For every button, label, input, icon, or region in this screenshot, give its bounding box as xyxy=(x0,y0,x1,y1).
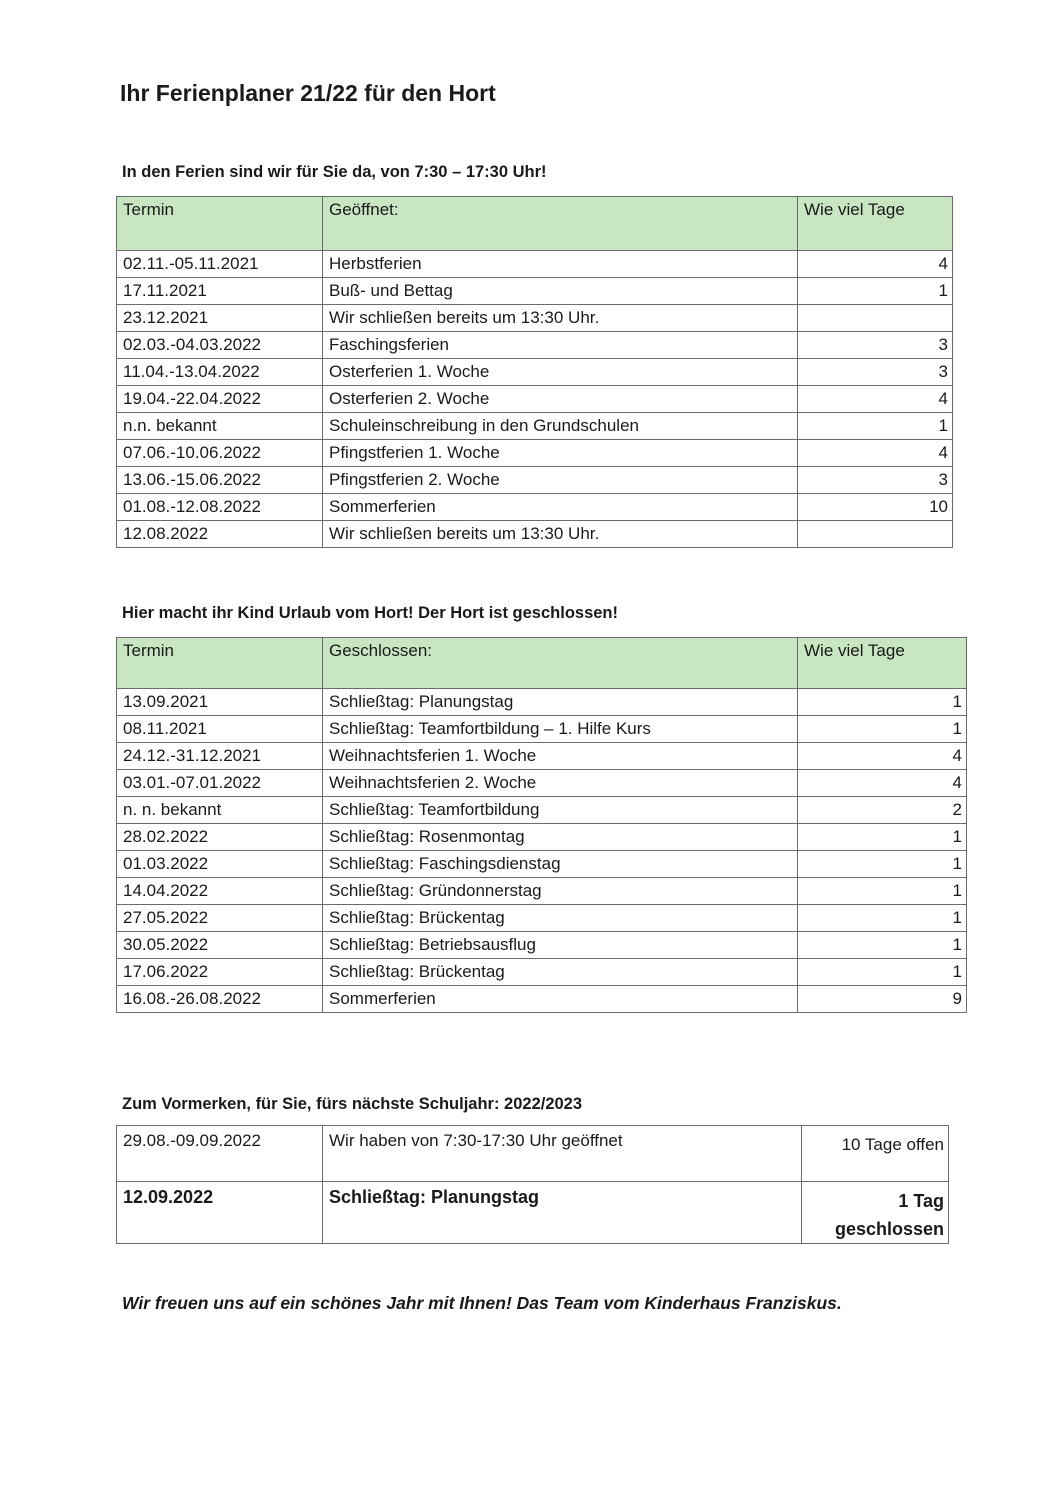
termin-cell: 24.12.-31.12.2021 xyxy=(117,743,323,770)
closing-note: Wir freuen uns auf ein schönes Jahr mit Ihnen! Das Team vom Kinderhaus Franziskus. xyxy=(122,1293,842,1313)
days-cell: 1 xyxy=(798,878,967,905)
table-row xyxy=(117,386,953,413)
days-cell: 1 xyxy=(798,932,967,959)
table-row xyxy=(117,413,953,440)
table-header-row xyxy=(117,197,953,251)
days-cell: 1 xyxy=(798,851,967,878)
table-row xyxy=(117,878,967,905)
description-cell: Wir schließen bereits um 13:30 Uhr. xyxy=(323,305,798,332)
termin-cell: 13.09.2021 xyxy=(117,689,323,716)
table-row xyxy=(117,824,967,851)
table-row xyxy=(117,716,967,743)
table-row xyxy=(117,278,953,305)
table-row xyxy=(117,440,953,467)
days-cell: 1 xyxy=(798,413,953,440)
termin-cell: 07.06.-10.06.2022 xyxy=(117,440,323,467)
termin-cell: 12.08.2022 xyxy=(117,521,323,548)
termin-cell: 11.04.-13.04.2022 xyxy=(117,359,323,386)
column-header-termin: Termin xyxy=(117,638,323,689)
days-cell: 9 xyxy=(798,986,967,1013)
description-cell: Sommerferien xyxy=(323,494,798,521)
days-cell: 1 xyxy=(798,689,967,716)
column-header-tage: Wie viel Tage xyxy=(798,638,967,689)
termin-cell: 12.09.2022 xyxy=(117,1182,323,1244)
table-row xyxy=(117,251,953,278)
table-row xyxy=(117,959,967,986)
description-cell: Herbstferien xyxy=(323,251,798,278)
description-cell: Schließtag: Planungstag xyxy=(323,1182,802,1244)
description-cell: Pfingstferien 2. Woche xyxy=(323,467,798,494)
termin-cell: 27.05.2022 xyxy=(117,905,323,932)
description-cell: Schließtag: Teamfortbildung xyxy=(323,797,798,824)
days-cell: 1 Tag geschlossen xyxy=(802,1182,949,1244)
table-row xyxy=(117,689,967,716)
closed-section-heading: Hier macht ihr Kind Urlaub vom Hort! Der Hort ist geschlossen! xyxy=(122,604,618,622)
termin-cell: 19.04.-22.04.2022 xyxy=(117,386,323,413)
table-row xyxy=(117,797,967,824)
table-row xyxy=(117,770,967,797)
table-row xyxy=(117,1126,949,1182)
termin-cell: 17.06.2022 xyxy=(117,959,323,986)
column-header-termin: Termin xyxy=(117,197,323,251)
description-cell: Faschingsferien xyxy=(323,332,798,359)
termin-cell: 01.03.2022 xyxy=(117,851,323,878)
description-cell: Schließtag: Brückentag xyxy=(323,905,798,932)
days-cell: 1 xyxy=(798,716,967,743)
table-row xyxy=(117,1182,949,1244)
days-cell xyxy=(798,521,953,548)
table-row xyxy=(117,986,967,1013)
termin-cell: 17.11.2021 xyxy=(117,278,323,305)
description-cell: Weihnachtsferien 1. Woche xyxy=(323,743,798,770)
open-days-table xyxy=(116,196,953,548)
next-year-table xyxy=(116,1125,949,1244)
page-title: Ihr Ferienplaner 21/22 für den Hort xyxy=(120,80,496,106)
termin-cell: 01.08.-12.08.2022 xyxy=(117,494,323,521)
termin-cell: 29.08.-09.09.2022 xyxy=(117,1126,323,1182)
termin-cell: 16.08.-26.08.2022 xyxy=(117,986,323,1013)
days-cell: 10 Tage offen xyxy=(802,1126,949,1182)
column-header-geschlossen: Geschlossen: xyxy=(323,638,798,689)
termin-cell: 13.06.-15.06.2022 xyxy=(117,467,323,494)
table-row xyxy=(117,932,967,959)
description-cell: Schuleinschreibung in den Grundschulen xyxy=(323,413,798,440)
termin-cell: n. n. bekannt xyxy=(117,797,323,824)
days-cell: 1 xyxy=(798,278,953,305)
description-cell: Sommerferien xyxy=(323,986,798,1013)
description-cell: Schließtag: Rosenmontag xyxy=(323,824,798,851)
days-cell: 1 xyxy=(798,824,967,851)
days-cell: 4 xyxy=(798,440,953,467)
termin-cell: 23.12.2021 xyxy=(117,305,323,332)
table-row xyxy=(117,332,953,359)
days-cell xyxy=(798,305,953,332)
termin-cell: 14.04.2022 xyxy=(117,878,323,905)
days-cell: 4 xyxy=(798,770,967,797)
description-cell: Weihnachtsferien 2. Woche xyxy=(323,770,798,797)
days-cell: 4 xyxy=(798,251,953,278)
table-row xyxy=(117,494,953,521)
table-row xyxy=(117,359,953,386)
table-row xyxy=(117,467,953,494)
description-cell: Schließtag: Brückentag xyxy=(323,959,798,986)
termin-cell: 03.01.-07.01.2022 xyxy=(117,770,323,797)
description-cell: Schließtag: Planungstag xyxy=(323,689,798,716)
open-section-heading: In den Ferien sind wir für Sie da, von 7:30 – 17:30 Uhr! xyxy=(122,163,547,181)
days-cell: 3 xyxy=(798,332,953,359)
table-row xyxy=(117,743,967,770)
table-row xyxy=(117,521,953,548)
days-cell: 3 xyxy=(798,359,953,386)
description-cell: Wir schließen bereits um 13:30 Uhr. xyxy=(323,521,798,548)
days-cell: 1 xyxy=(798,959,967,986)
description-cell: Schließtag: Faschingsdienstag xyxy=(323,851,798,878)
termin-cell: n.n. bekannt xyxy=(117,413,323,440)
days-cell: 10 xyxy=(798,494,953,521)
description-cell: Pfingstferien 1. Woche xyxy=(323,440,798,467)
termin-cell: 08.11.2021 xyxy=(117,716,323,743)
description-cell: Wir haben von 7:30-17:30 Uhr geöffnet xyxy=(323,1126,802,1182)
description-cell: Schließtag: Betriebsausflug xyxy=(323,932,798,959)
column-header-geoeffnet: Geöffnet: xyxy=(323,197,798,251)
table-row xyxy=(117,305,953,332)
description-cell: Schließtag: Teamfortbildung – 1. Hilfe Kurs xyxy=(323,716,798,743)
description-cell: Buß- und Bettag xyxy=(323,278,798,305)
days-cell: 4 xyxy=(798,743,967,770)
table-row xyxy=(117,905,967,932)
next-year-heading: Zum Vormerken, für Sie, fürs nächste Schuljahr: 2022/2023 xyxy=(122,1095,583,1113)
table-row xyxy=(117,851,967,878)
days-cell: 3 xyxy=(798,467,953,494)
termin-cell: 28.02.2022 xyxy=(117,824,323,851)
column-header-tage: Wie viel Tage xyxy=(798,197,953,251)
description-cell: Osterferien 1. Woche xyxy=(323,359,798,386)
table-header-row xyxy=(117,638,967,689)
days-cell: 2 xyxy=(798,797,967,824)
days-cell: 1 xyxy=(798,905,967,932)
termin-cell: 02.03.-04.03.2022 xyxy=(117,332,323,359)
description-cell: Schließtag: Gründonnerstag xyxy=(323,878,798,905)
days-cell: 4 xyxy=(798,386,953,413)
termin-cell: 02.11.-05.11.2021 xyxy=(117,251,323,278)
termin-cell: 30.05.2022 xyxy=(117,932,323,959)
description-cell: Osterferien 2. Woche xyxy=(323,386,798,413)
closed-days-table xyxy=(116,637,967,1013)
